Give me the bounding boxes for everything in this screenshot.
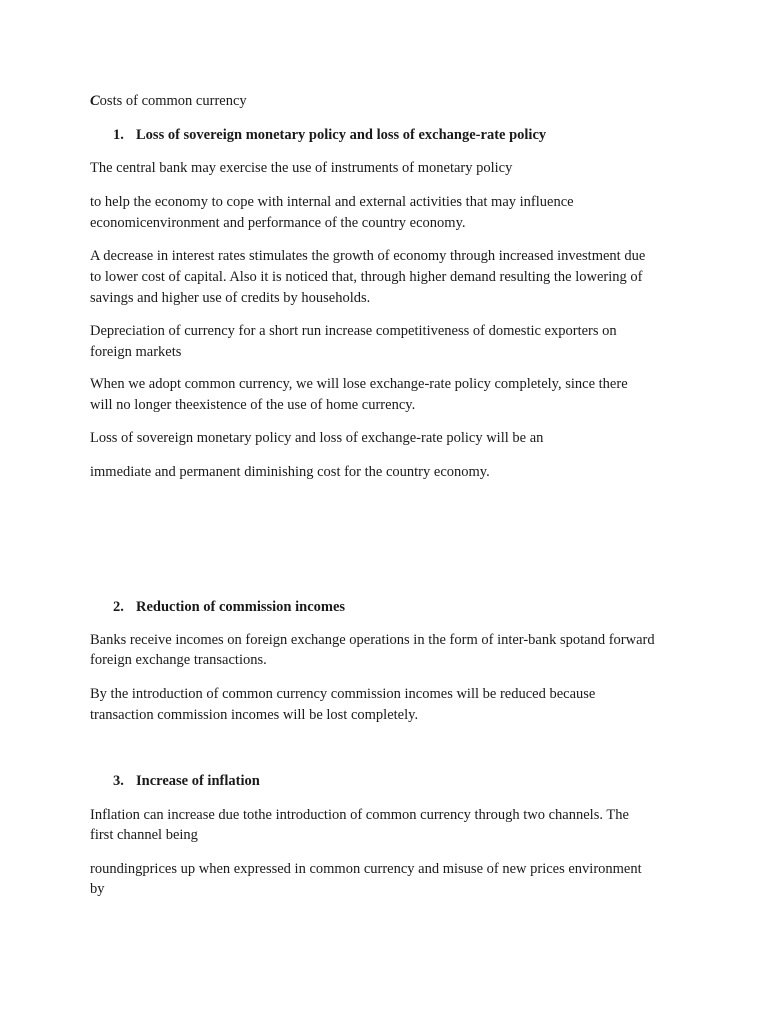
section-heading-3	[113, 771, 260, 792]
paragraph-line: The central bank may exercise the use of instruments of monetary policy	[90, 160, 513, 176]
section-heading-text: Reduction of commission incomes	[136, 599, 346, 615]
section-number: 3.	[113, 773, 124, 789]
section-heading-1	[113, 125, 546, 146]
paragraph-line: foreign markets	[90, 344, 182, 360]
section-number: 1.	[113, 127, 124, 143]
paragraph-line: economicenvironment and performance of the country economy.	[90, 215, 466, 231]
paragraph-line: roundingprices up when expressed in common currency and misuse of new prices environment	[90, 861, 642, 877]
section-heading-text: Loss of sovereign monetary policy and loss of exchange-rate policy	[136, 127, 547, 143]
paragraph-line: Inflation can increase due tothe introduction of common currency through two channels. The	[90, 807, 629, 823]
paragraph-line: Loss of sovereign monetary policy and loss of exchange-rate policy will be an	[90, 430, 544, 446]
paragraph-line: savings and higher use of credits by households.	[90, 290, 371, 306]
paragraph-line: Banks receive incomes on foreign exchange operations in the form of inter-bank spotand forward	[90, 632, 655, 648]
paragraph-line: immediate and permanent diminishing cost for the country economy.	[90, 464, 490, 480]
paragraph-line: to help the economy to cope with internal and external activities that may influence	[90, 194, 574, 210]
paragraph-line: to lower cost of capital. Also it is noticed that, through higher demand resulting the lowering of	[90, 269, 643, 285]
paragraph-line: transaction commission incomes will be lost completely.	[90, 707, 419, 723]
section-heading-text: Increase of inflation	[136, 773, 260, 789]
document-title	[90, 91, 247, 112]
paragraph-line: foreign exchange transactions.	[90, 652, 267, 668]
paragraph-line: Depreciation of currency for a short run increase competitiveness of domestic exporters on	[90, 323, 617, 339]
title-initial: C	[90, 93, 100, 109]
paragraph-line: will no longer theexistence of the use of home currency.	[90, 397, 416, 413]
section-number: 2.	[113, 599, 124, 615]
paragraph-line: A decrease in interest rates stimulates the growth of economy through increased investment due	[90, 248, 646, 264]
section-heading-2	[113, 597, 345, 618]
paragraph-line: When we adopt common currency, we will lose exchange-rate policy completely, since there	[90, 376, 628, 392]
paragraph-line: By the introduction of common currency commission incomes will be reduced because	[90, 686, 596, 702]
title-rest: osts of common currency	[99, 93, 247, 109]
paragraph-line: first channel being	[90, 827, 198, 843]
paragraph-line: by	[90, 881, 105, 897]
